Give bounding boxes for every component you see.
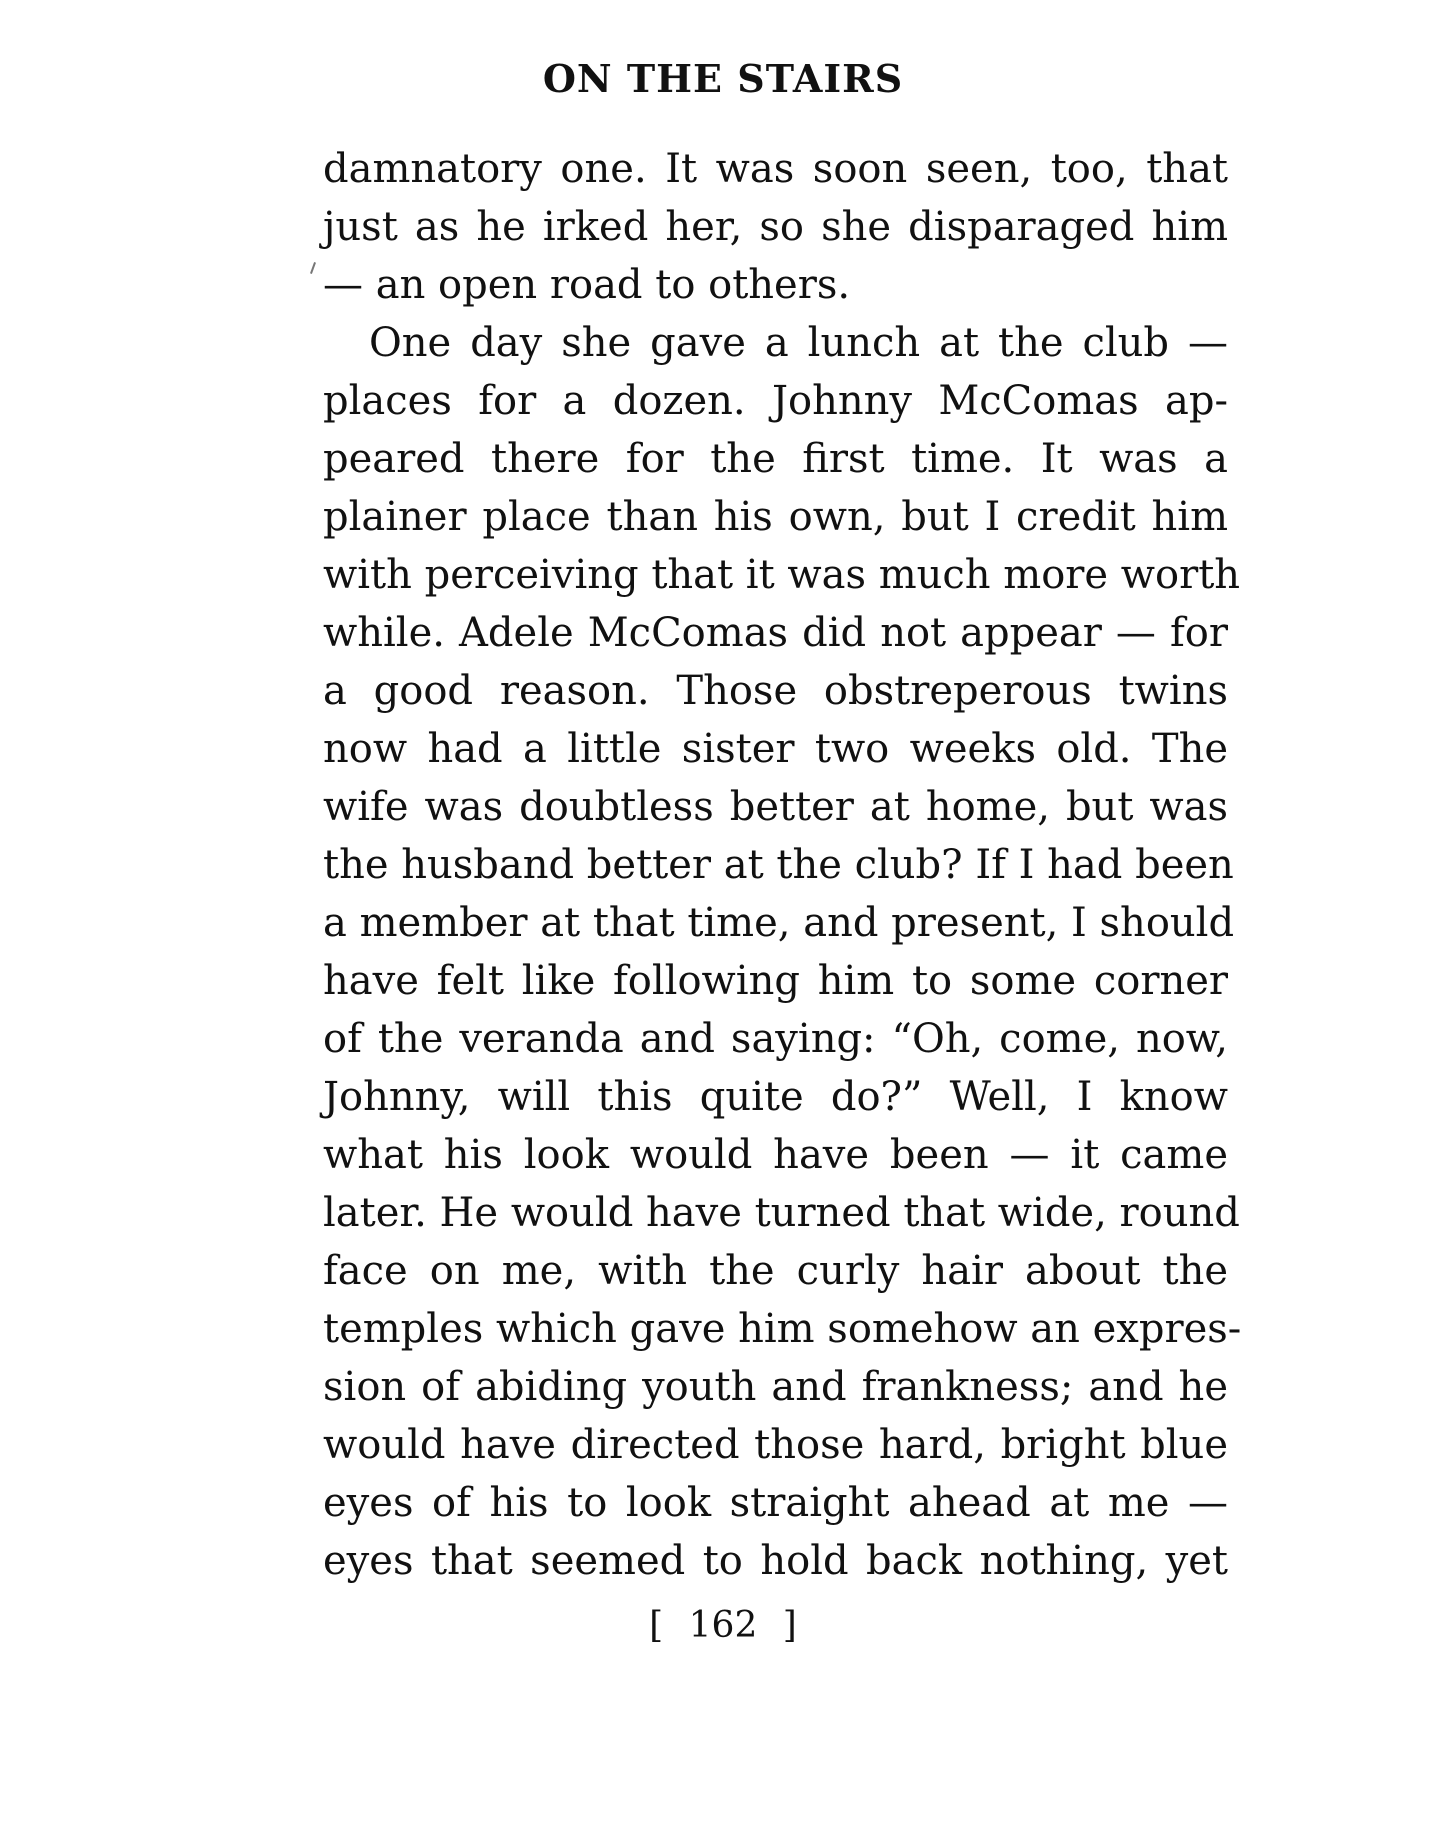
text-line: a good reason. Those obstreperous twins	[323, 668, 1228, 714]
text-line: what his look would have been — it came	[323, 1132, 1228, 1178]
paragraph	[323, 140, 1228, 314]
text-line: places for a dozen. Johnny McComas ap-	[323, 378, 1228, 424]
text-line: while. Adele McComas did not appear — for	[323, 610, 1228, 656]
text-line: sion of abiding youth and frankness; and he	[323, 1364, 1228, 1410]
text-line: the husband better at the club? If I had been	[323, 842, 1234, 888]
text-line: eyes of his to look straight ahead at me —	[323, 1480, 1228, 1526]
paragraph	[323, 314, 1242, 1590]
running-head: ON THE STAIRS	[542, 56, 904, 101]
text-line: — an open road to others.	[323, 262, 851, 308]
text-line: temples which gave him somehow an expres-	[323, 1306, 1242, 1352]
text-line: Johnny, will this quite do?” Well, I know	[323, 1074, 1228, 1120]
text-line: later. He would have turned that wide, round	[323, 1190, 1240, 1236]
text-line: with perceiving that it was much more worth	[323, 552, 1241, 598]
text-line: of the veranda and saying: “Oh, come, now,	[323, 1016, 1228, 1062]
body-text	[323, 140, 1242, 1590]
text-line: face on me, with the curly hair about the	[323, 1248, 1228, 1294]
text-line: wife was doubtless better at home, but was	[323, 784, 1228, 830]
text-line: now had a little sister two weeks old. The	[323, 726, 1228, 772]
text-line: would have directed those hard, bright blue	[323, 1422, 1228, 1468]
text-line: peared there for the first time. It was a	[323, 436, 1228, 482]
stray-mark	[310, 262, 316, 274]
text-line: a member at that time, and present, I should	[323, 900, 1235, 946]
text-line: just as he irked her, so she disparaged him	[323, 204, 1228, 250]
page-number: [ 162 ]	[649, 1605, 797, 1646]
text-line: eyes that seemed to hold back nothing, yet	[323, 1538, 1228, 1584]
text-line: damnatory one. It was soon seen, too, that	[323, 146, 1228, 192]
text-line: One day she gave a lunch at the club —	[369, 320, 1228, 366]
text-line: plainer place than his own, but I credit him	[323, 494, 1228, 540]
text-line: have felt like following him to some corner	[323, 958, 1228, 1004]
